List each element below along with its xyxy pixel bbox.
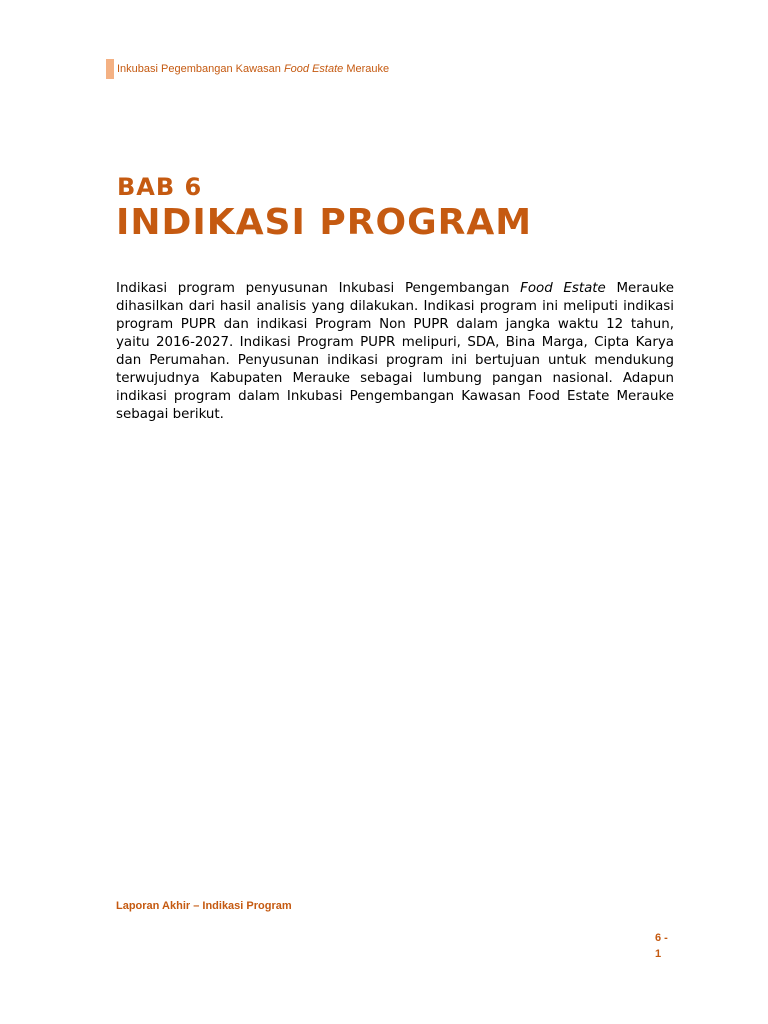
chapter-label: BAB 6 bbox=[117, 173, 203, 201]
footer-title: Laporan Akhir – Indikasi Program bbox=[116, 900, 292, 912]
body-part1: Indikasi program penyusunan Inkubasi Pengembangan bbox=[116, 281, 521, 296]
page-number-line2: 1 bbox=[655, 948, 662, 960]
page-number bbox=[655, 930, 675, 962]
body-paragraph bbox=[116, 280, 674, 424]
header-accent-bar bbox=[106, 59, 114, 79]
body-italic: Food Estate bbox=[520, 281, 606, 296]
running-header bbox=[106, 59, 389, 79]
body-part2: Merauke dihasilkan dari hasil analisis yang dilakukan. Indikasi program ini meliputi indikasi program PUPR dan indikasi Program Non PUPR dalam jangka waktu 12 tahun, yaitu 2016-2027. Indikasi Program PUPR melipuri, SDA, Bina Marga, Cipta Karya dan Perumahan. Penyusunan indikasi program ini bertujuan untuk mendukung terwujudnya Kabupaten Merauke sebagai lumbung pangan nasional. Adapun indikasi program dalam Inkubasi Pengembangan Kawasan Food Estate Merauke sebagai berikut. bbox=[116, 281, 674, 422]
page-number-line1: 6 - bbox=[655, 932, 668, 944]
header-text-italic: Food Estate bbox=[283, 63, 344, 75]
header-text-after: Merauke bbox=[343, 63, 390, 75]
header-text-before: Inkubasi Pegembangan Kawasan bbox=[117, 63, 284, 75]
header-text bbox=[117, 63, 389, 75]
chapter-title: INDIKASI PROGRAM bbox=[116, 202, 533, 243]
